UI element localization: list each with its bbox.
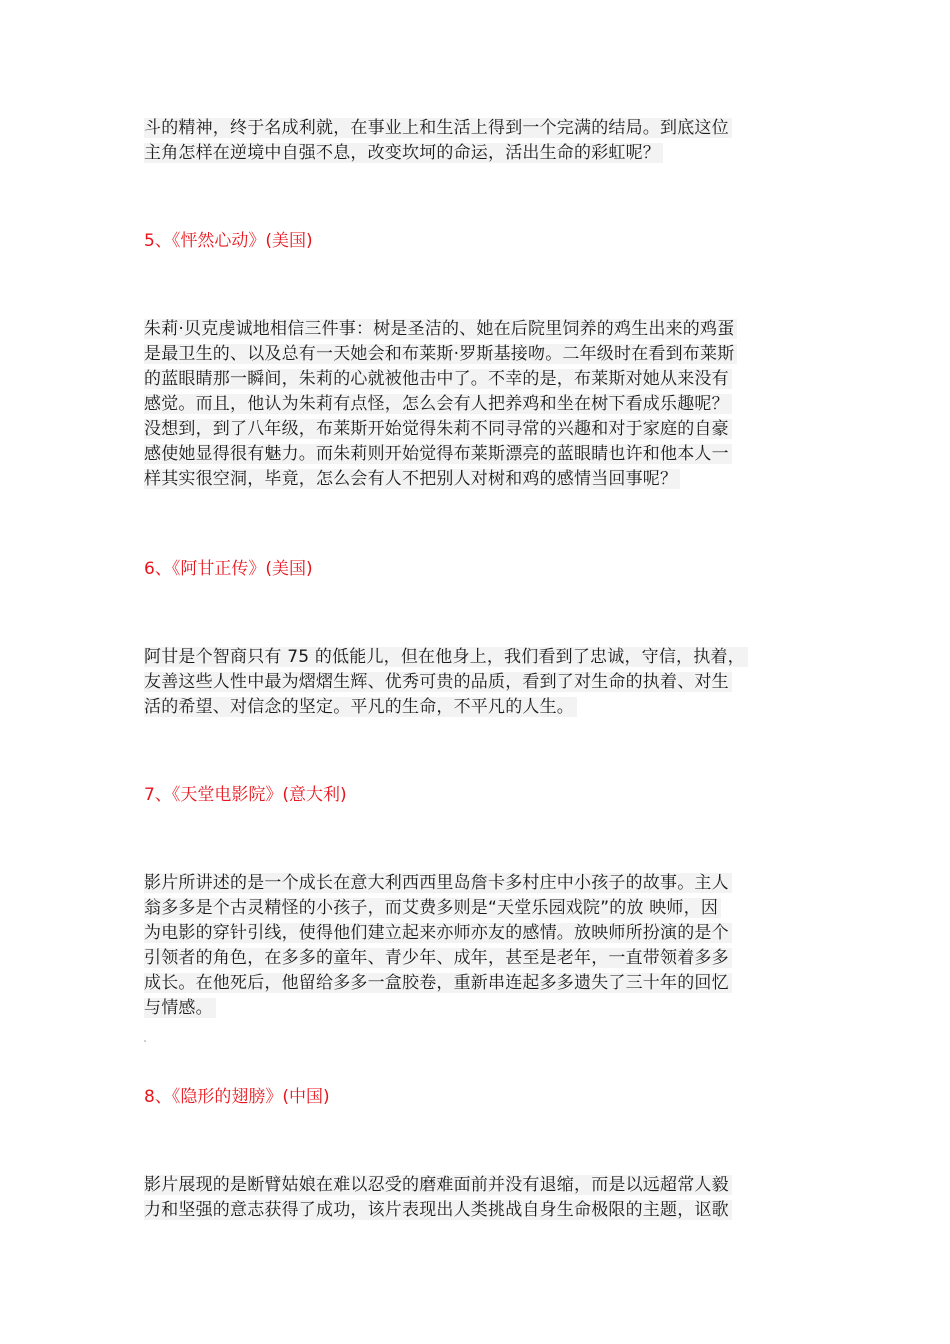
text-line: [144, 116, 814, 141]
text-line: [144, 645, 814, 670]
text-line: [144, 871, 814, 896]
text-line-content: 是最卫生的、以及总有一天她会和布莱斯·罗斯基接吻。二年级时在看到布莱斯: [144, 344, 737, 364]
text-line-content: 阿甘是个智商只有 75 的低能儿，但在他身上，我们看到了忠诚，守信，执着，: [144, 647, 748, 667]
text-line-content: 友善这些人性中最为熠熠生辉、优秀可贵的品质，看到了对生命的执着、对生: [144, 672, 732, 692]
text-line-content: 斗的精神，终于名成利就，在事业上和生活上得到一个完满的结局。到底这位: [144, 118, 732, 138]
text-line: [144, 317, 814, 342]
text-line-content: 没想到，到了八年级，布莱斯开始觉得朱莉不同寻常的兴趣和对于家庭的自豪: [144, 419, 732, 439]
text-line-content: 翁多多是个古灵精怪的小孩子，而艾费多则是“天堂乐园戏院”的放 映师，因: [144, 898, 721, 918]
text-line-content: 为电影的穿针引线，使得他们建立起来亦师亦友的感情。放映师所扮演的是个: [144, 923, 732, 943]
text-line: [144, 946, 814, 971]
section-heading: 8、《隐形的翅膀》(中国): [144, 1087, 330, 1107]
section-heading-7: [144, 783, 814, 807]
text-line-content: 主角怎样在逆境中自强不息，改变坎坷的命运，活出生命的彩虹呢？: [144, 143, 663, 163]
text-line-content: 引领者的角色，在多多的童年、青少年、成年，甚至是老年，一直带领着多多: [144, 948, 732, 968]
text-line-content: 朱莉·贝克虔诚地相信三件事：树是圣洁的、她在后院里饲养的鸡生出来的鸡蛋: [144, 319, 737, 339]
section-heading-8: [144, 1085, 814, 1109]
text-line: [144, 392, 814, 417]
text-line-content: 与情感。: [144, 998, 216, 1018]
intro-paragraph: [144, 116, 814, 166]
text-line-content: 影片所讲述的是一个成长在意大利西西里岛詹卡多村庄中小孩子的故事。主人: [144, 873, 732, 893]
text-line: [144, 996, 814, 1021]
text-line: [144, 921, 814, 946]
text-line: [144, 1198, 814, 1223]
section-heading: 7、《天堂电影院》(意大利): [144, 785, 347, 805]
text-line: [144, 342, 814, 367]
text-line: [144, 971, 814, 996]
text-line-content: 成长。在他死后，他留给多多一盒胶卷，重新串连起多多遗失了三十年的回忆: [144, 973, 732, 993]
text-line-content: 样其实很空洞，毕竟，怎么会有人不把别人对树和鸡的感情当回事呢？: [144, 469, 680, 489]
stray-mark: [144, 1040, 146, 1042]
text-line-content: 的蓝眼睛那一瞬间，朱莉的心就被他击中了。不幸的是，布莱斯对她从来没有: [144, 369, 732, 389]
text-line-content: 力和坚强的意志获得了成功，该片表现出人类挑战自身生命极限的主题，讴歌: [144, 1200, 732, 1220]
text-line: [144, 367, 814, 392]
text-line-content: 影片展现的是断臂姑娘在难以忍受的磨难面前并没有退缩，而是以远超常人毅: [144, 1175, 732, 1195]
text-line-content: 感觉。而且，他认为朱莉有点怪，怎么会有人把养鸡和坐在树下看成乐趣呢？: [144, 394, 732, 414]
section-heading-6: [144, 557, 814, 581]
text-line: [144, 467, 814, 492]
section-paragraph-5: [144, 317, 814, 492]
text-line: [144, 417, 814, 442]
section-paragraph-8: [144, 1173, 814, 1223]
text-line: [144, 695, 814, 720]
section-paragraph-6: [144, 645, 814, 720]
section-heading-5: [144, 229, 814, 253]
text-line: [144, 141, 814, 166]
text-line: [144, 896, 814, 921]
section-heading: 6、《阿甘正传》(美国): [144, 559, 313, 579]
text-line: [144, 1173, 814, 1198]
text-line: [144, 442, 814, 467]
text-line: [144, 670, 814, 695]
text-line-content: 感使她显得很有魅力。而朱莉则开始觉得布莱斯漂亮的蓝眼睛也许和他本人一: [144, 444, 732, 464]
section-heading: 5、《怦然心动》(美国): [144, 231, 313, 251]
section-paragraph-7: [144, 871, 814, 1021]
text-line-content: 活的希望、对信念的坚定。平凡的生命，不平凡的人生。: [144, 697, 577, 717]
